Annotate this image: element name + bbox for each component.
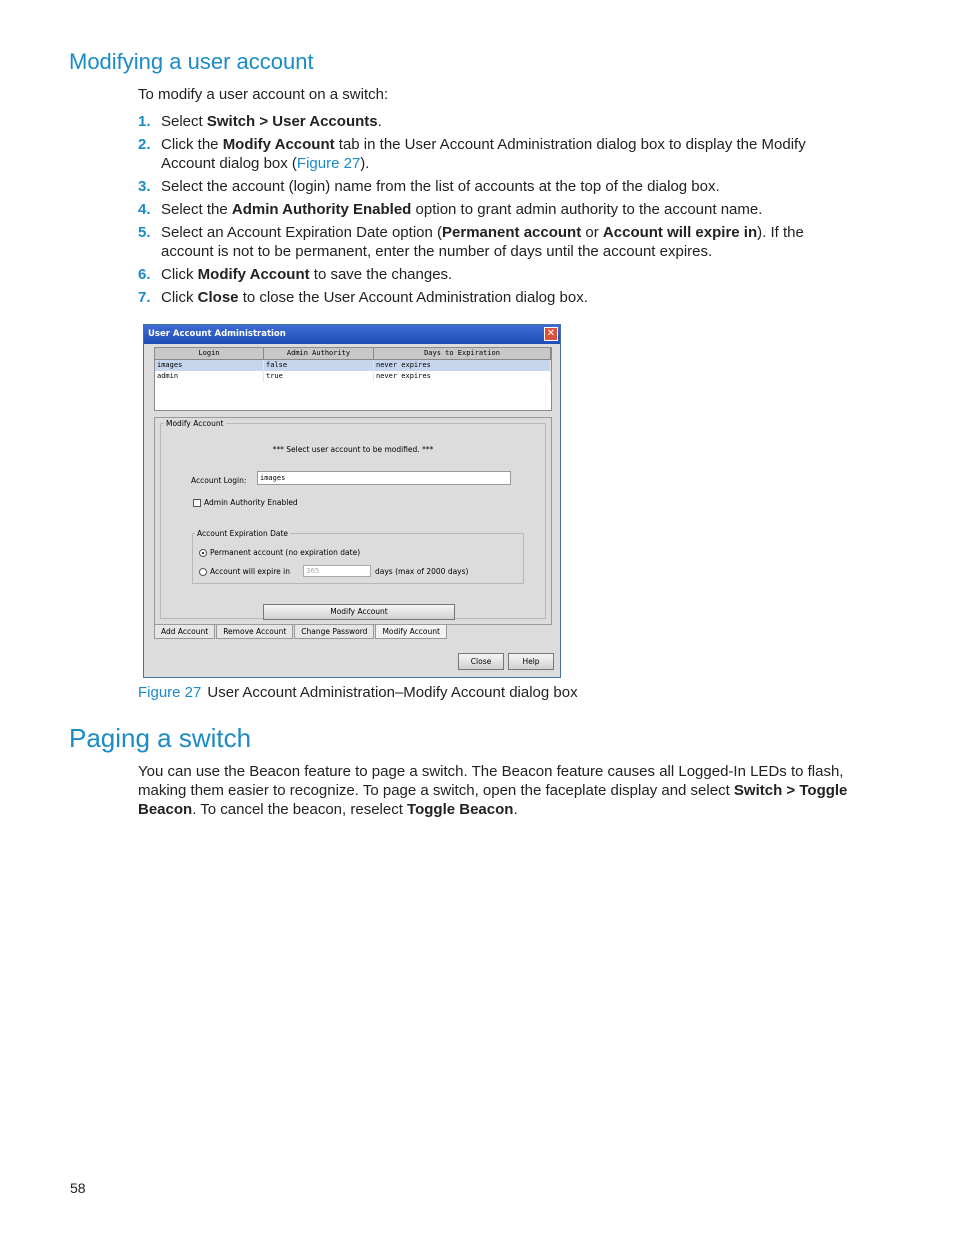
steps-list [138,112,850,311]
step-bold: Switch > User Accounts [206,113,378,130]
figure-label: Figure 27 [138,684,202,701]
step-text: tab in the User Account Administration dialog box to display the Modify Account dialog box ( [161,136,806,172]
table-header [155,348,551,360]
step-text: or [581,224,603,241]
expiration-group [192,529,524,584]
step-text: to save the changes. [309,266,453,283]
intro-text: To modify a user account on a switch: [138,86,389,103]
modify-account-panel [154,417,552,625]
table-row[interactable] [155,360,551,371]
days-input[interactable]: 365 [303,565,371,577]
step-bold: Close [197,289,239,306]
help-button[interactable]: Help [508,653,554,670]
radio-permanent[interactable] [199,548,360,557]
modify-account-button[interactable]: Modify Account [263,604,455,620]
step-item [138,177,850,196]
column-header-days[interactable]: Days to Expiration [374,348,551,359]
table-cell: false [264,360,374,371]
step-text: option to grant admin authority to the account name. [411,201,763,218]
table-cell: never expires [374,360,551,371]
account-login-label: Account Login: [191,476,247,485]
step-text: Select the account (login) name from the list of accounts at the top of the dialog box. [161,178,720,195]
step-text: Click the [161,136,223,153]
step-text: ). [360,155,370,172]
admin-authority-label: Admin Authority Enabled [204,498,298,507]
tab-remove-account[interactable]: Remove Account [216,625,293,639]
accounts-table [154,347,552,411]
user-account-dialog [143,324,561,678]
column-header-admin[interactable]: Admin Authority [264,348,374,359]
figure-caption-text: User Account Administration–Modify Account dialog box [207,684,578,701]
radio-selected-icon[interactable] [199,549,207,557]
step-item [138,223,850,261]
step-text: Click [161,266,198,283]
step-number: 1. [138,113,151,130]
step-item [138,200,850,219]
table-cell: true [264,371,374,382]
days-note: days (max of 2000 days) [375,567,469,576]
step-number: 2. [138,136,151,153]
paging-paragraph [138,762,850,819]
table-row[interactable] [155,371,551,382]
page-number: 58 [70,1180,86,1196]
hint-text: *** Select user account to be modified. *** [272,445,434,454]
step-bold: Modify Account [222,136,335,153]
close-button[interactable]: Close [458,653,504,670]
tab-change-password[interactable]: Change Password [294,625,374,639]
dialog-title: User Account Administration [148,329,286,339]
step-bold: Admin Authority Enabled [231,201,412,218]
paragraph-text: . To cancel the beacon, reselect [192,801,408,818]
account-login-field[interactable]: images [257,471,511,485]
step-bold: Account will expire in [602,224,758,241]
radio-expire-label: Account will expire in [210,567,290,576]
radio-unselected-icon[interactable] [199,568,207,576]
dialog-title-bar[interactable] [144,325,560,344]
paragraph-text: You can use the Beacon feature to page a switch. The Beacon feature causes all Logged-In LEDs to flash, making them easier to recognize. To page a switch, open the faceplate display and select [138,763,844,799]
step-number: 6. [138,266,151,283]
admin-authority-checkbox[interactable] [193,498,298,507]
dialog-tabs [154,625,448,639]
step-bold: Permanent account [442,224,582,241]
section-heading: Modifying a user account [69,49,314,74]
section-heading: Paging a switch [69,723,252,753]
column-header-login[interactable]: Login [155,348,264,359]
tab-add-account[interactable]: Add Account [154,625,215,639]
table-cell: never expires [374,371,551,382]
group-title: Modify Account [166,419,224,428]
step-text: ). If the account is not to be permanent, enter the number of days until the account expires. [161,224,804,260]
close-icon[interactable]: ✕ [544,327,558,341]
step-number: 4. [138,201,151,218]
step-item [138,135,850,173]
paragraph-text: . [513,801,518,818]
step-text: Select the [161,201,232,218]
step-text: Select [161,113,207,130]
table-cell: admin [155,371,264,382]
paragraph-bold: Toggle Beacon [407,801,514,818]
radio-expire[interactable] [199,567,290,576]
step-number: 5. [138,224,151,241]
checkbox-icon[interactable] [193,499,201,507]
step-text: . [377,113,382,130]
tab-modify-account[interactable]: Modify Account [375,625,447,639]
expiration-group-title: Account Expiration Date [197,529,289,538]
step-text: to close the User Account Administration dialog box. [238,289,588,306]
modify-account-group [160,419,546,619]
step-item [138,265,850,284]
step-item [138,112,850,131]
step-number: 3. [138,178,151,195]
step-text: Click [161,289,198,306]
radio-permanent-label: Permanent account (no expiration date) [210,548,361,557]
step-number: 7. [138,289,151,306]
figure-link[interactable]: Figure 27 [296,155,361,172]
step-item [138,288,850,307]
table-cell: images [155,360,264,371]
step-bold: Modify Account [197,266,310,283]
paragraph-bold: Switch > Toggle Beacon [138,782,848,818]
step-text: Select an Account Expiration Date option ( [161,224,443,241]
figure-caption [138,684,578,701]
